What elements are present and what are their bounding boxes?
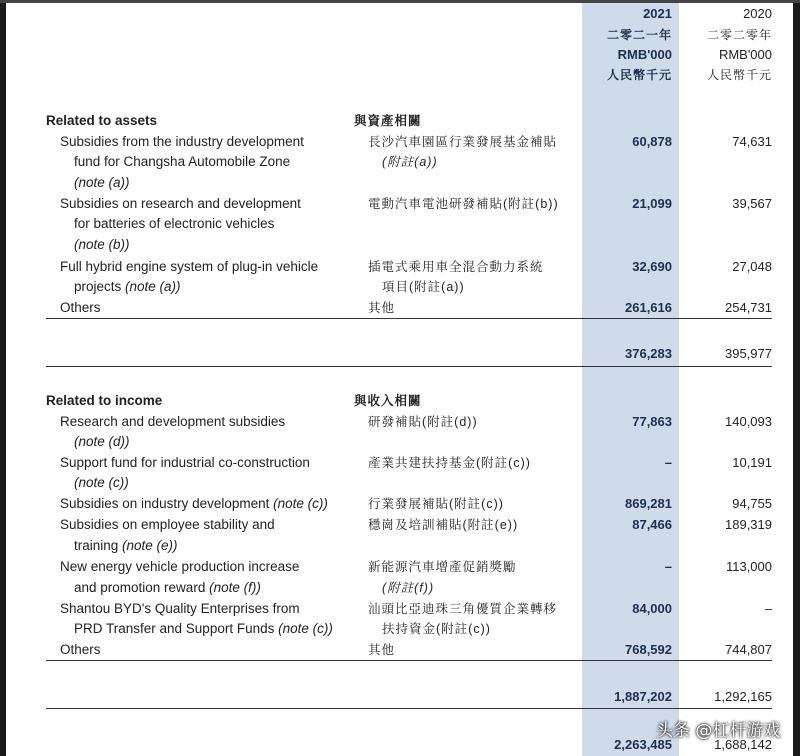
row-label-zh: 研發補貼(附註(d)) (368, 415, 478, 429)
row-label-zh: 行業發展補貼(附註(c)) (368, 497, 504, 511)
row-note: (note (d)) (74, 434, 130, 449)
row-label: New energy vehicle production increase (60, 559, 300, 574)
row-label-zh: 扶持資金(附註(c)) (382, 622, 491, 636)
row-note: (note (b)) (74, 237, 130, 252)
value-2020: 744,807 (725, 642, 772, 657)
section-heading-assets: Related to assets (46, 113, 158, 128)
row-note-zh: (附註(a)) (382, 155, 438, 169)
row-note: (note (c)) (278, 621, 333, 636)
value-2021: 87,466 (632, 517, 672, 532)
value-2021: 261,616 (625, 300, 672, 315)
row-note: (note (a)) (74, 175, 130, 190)
value-2021: 32,690 (632, 259, 672, 274)
value-2020: 189,319 (725, 517, 772, 532)
row-label-zh: 汕頭比亞迪珠三角優質企業轉移 (368, 602, 558, 616)
row-note: (note (c)) (273, 496, 328, 511)
row-label-zh: 新能源汽車增產促銷獎勵 (368, 560, 517, 574)
value-2020: 140,093 (725, 414, 772, 429)
value-2020: – (764, 601, 772, 616)
row-label: Shantou BYD's Quality Enterprises from (60, 601, 300, 616)
subtotal-2020: 395,977 (725, 346, 772, 361)
row-label: for batteries of electronic vehicles (74, 216, 275, 231)
value-2021: 869,281 (625, 496, 672, 511)
row-note: (note (f)) (209, 580, 261, 595)
value-2020: 254,731 (725, 300, 772, 315)
header-year-2021-zh: 二零二一年 (606, 28, 672, 42)
row-label: Subsidies on industry development (note (c)) (60, 496, 328, 511)
row-note: (note (a)) (125, 279, 181, 294)
value-2021: – (664, 559, 672, 574)
value-2021: – (664, 455, 672, 470)
subtotal-2021: 1,887,202 (614, 689, 672, 704)
value-2020: 39,567 (732, 196, 772, 211)
header-year-2021: 2021 (643, 6, 672, 21)
row-label: training (note (e)) (74, 538, 178, 553)
section-heading-assets-zh: 與資產相關 (354, 114, 422, 128)
row-label: Research and development subsidies (60, 414, 286, 429)
right-edge-bar (793, 3, 800, 756)
section-heading-income-zh: 與收入相關 (354, 394, 422, 408)
row-label-zh: 項目(附註(a)) (382, 280, 465, 294)
header-currency-2020: RMB'000 (718, 47, 772, 62)
row-label-zh: 穩崗及培訓補貼(附註(e)) (368, 518, 519, 532)
value-2021: 768,592 (625, 642, 672, 657)
subtotal-2020: 1,292,165 (714, 689, 772, 704)
row-label: Subsidies on employee stability and (60, 517, 275, 532)
grand-total-2021: 2,263,485 (614, 737, 672, 752)
row-label: Others (60, 642, 101, 657)
value-2020: 74,631 (732, 134, 772, 149)
subtotal-rule (46, 318, 772, 319)
top-border (0, 0, 800, 3)
value-2021: 21,099 (632, 196, 672, 211)
header-year-2020-zh: 二零二零年 (706, 28, 772, 42)
watermark: 头条 @杠杆游戏 (656, 721, 781, 741)
header-currency-2020-zh: 人民幣千元 (706, 68, 772, 82)
row-label: fund for Changsha Automobile Zone (74, 154, 291, 169)
value-2020: 27,048 (732, 259, 772, 274)
row-label: Subsidies from the industry development (60, 134, 304, 149)
row-note-zh: (附註(f)) (382, 581, 435, 595)
section-heading-income: Related to income (46, 393, 163, 408)
row-label: Others (60, 300, 101, 315)
row-label: Subsidies on research and development (60, 196, 301, 211)
row-label-zh: 長沙汽車園區行業發展基金補貼 (368, 135, 558, 149)
left-edge-bar (0, 3, 6, 756)
row-label-zh: 其他 (368, 643, 396, 657)
value-2021: 60,878 (632, 134, 672, 149)
subtotal-bottom-rule (46, 708, 772, 709)
grand-total-2020: 1,688,142 (714, 737, 772, 752)
subtotal-rule (46, 660, 772, 661)
subtotal-bottom-rule (46, 366, 772, 367)
subtotal-2021: 376,283 (625, 346, 672, 361)
value-2020: 113,000 (725, 559, 772, 574)
row-label: and promotion reward (note (f)) (74, 580, 261, 595)
row-label: PRD Transfer and Support Funds (note (c)) (74, 621, 333, 636)
row-label-zh: 其他 (368, 301, 396, 315)
row-label-zh: 電動汽車電池研發補貼(附註(b)) (368, 197, 559, 211)
header-currency-2021: RMB'000 (617, 47, 672, 62)
row-note: (note (e)) (122, 538, 178, 553)
value-2020: 94,755 (732, 496, 772, 511)
row-label: projects (note (a)) (74, 279, 181, 294)
header-currency-2021-zh: 人民幣千元 (606, 68, 672, 82)
row-label: Support fund for industrial co-construction (60, 455, 310, 470)
value-2020: 10,191 (732, 455, 772, 470)
value-2021: 77,863 (632, 414, 672, 429)
row-label-zh: 產業共建扶持基金(附註(c)) (368, 456, 531, 470)
row-note: (note (c)) (74, 475, 129, 490)
header-year-2020: 2020 (743, 6, 772, 21)
value-2021: 84,000 (632, 601, 672, 616)
row-label: Full hybrid engine system of plug-in vehicle (60, 259, 319, 274)
row-label-zh: 插電式乘用車全混合動力系統 (368, 260, 544, 274)
